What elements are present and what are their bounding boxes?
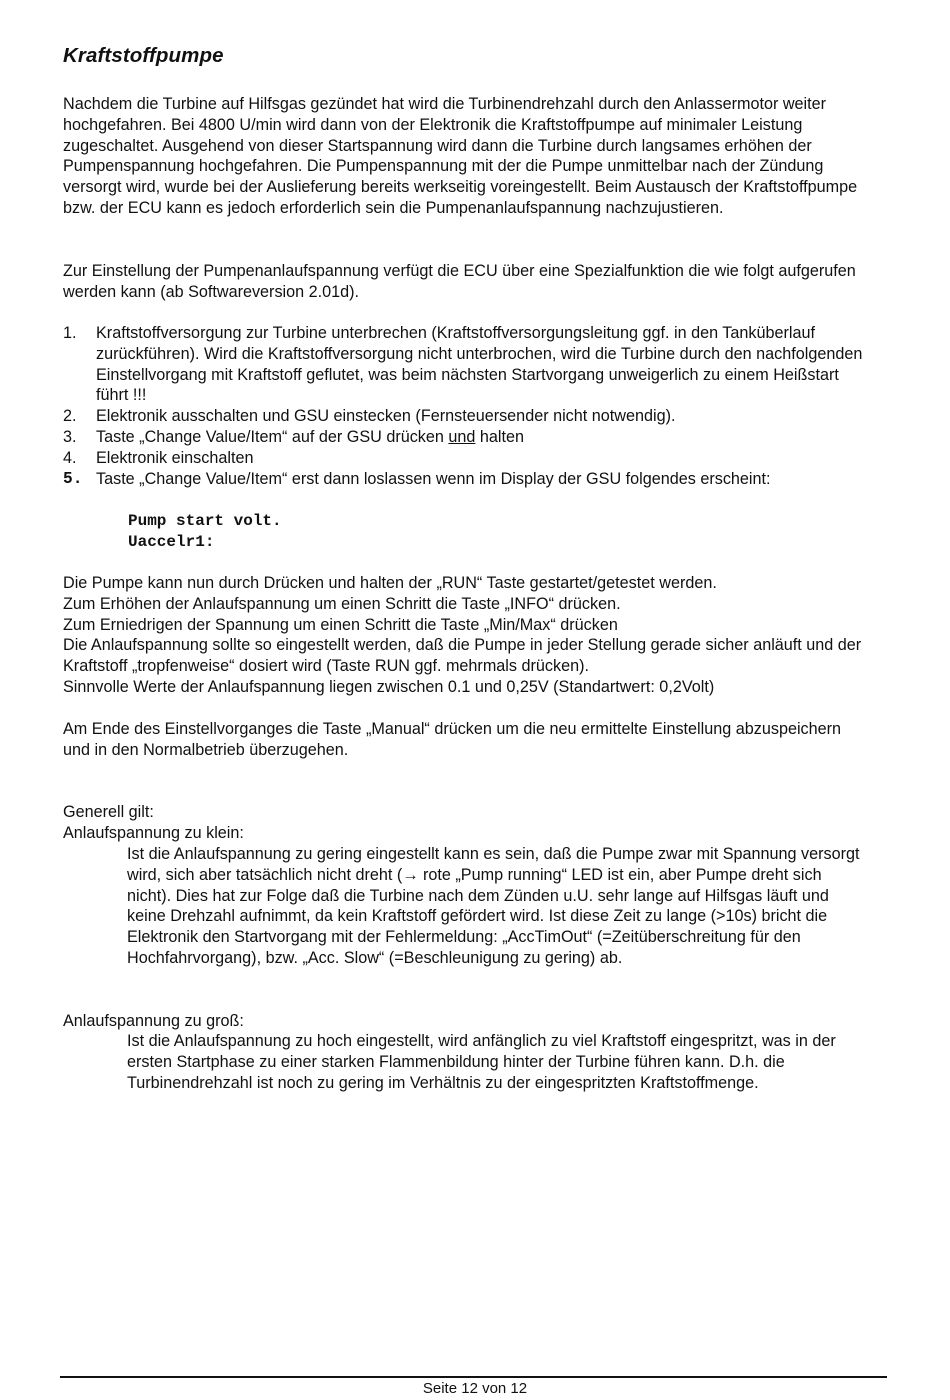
- page-footer: Seite 12 von 12: [422, 1380, 528, 1397]
- step-number: 4.: [63, 448, 77, 467]
- display-line: Pump start volt.: [128, 512, 282, 530]
- step-number: 3.: [63, 427, 77, 446]
- too-small-body: Ist die Anlaufspannung zu gering eingestellt kann es sein, daß die Pumpe zwar mit Spannung versorgt wird, sich aber tatsächlich nicht dreht (→ rote „Pump running“ LED ist ein, aber Pumpe dreht sich nicht). Dies hat zur Folge daß die Turbine nach dem Zünden u.U. sehr lange auf Hilfsgas läuft und keine Drehzahl aufnimmt, da kein Kraftstoff gefördert wird. Ist diese Zeit zu lange (>10s) bricht die Elektronik den Startvorgang mit der Fehlermeldung: „AccTimOut“ (=Zeitüberschreitung für den Hochfahrvorgang), bzw. „Acc. Slow“ (=Beschleunigung zu gering) ab.: [127, 845, 860, 967]
- step-text: Taste „Change Value/Item“ auf der GSU drücken und halten: [96, 427, 525, 446]
- step-text: Taste „Change Value/Item“ erst dann loslassen wenn im Display der GSU folgendes erscheint:: [96, 469, 771, 488]
- general-heading: Generell gilt:: [63, 803, 154, 821]
- step-text: Elektronik einschalten: [96, 448, 254, 467]
- closing-paragraph: Am Ende des Einstellvorganges die Taste „Manual“ drücken um die neu ermittelte Einstellung abzuspeichern und in den Normalbetrieb überzugehen.: [63, 720, 842, 759]
- list-item: [63, 469, 863, 490]
- step-number: 2.: [63, 407, 77, 426]
- step-text: Kraftstoffversorgung zur Turbine unterbrechen (Kraftstoffversorgungsleitung ggf. in den Tanküberlauf zurückführen). Wird die Kraftstoffversorgung nicht unterbrochen, wird die Turbine durch den nachfolgenden Einstellvorgang mit Kraftstoff geflutet, was beim nächsten Startvorgang unweigerlich zu einem Heißstart führt !!!: [96, 324, 863, 405]
- intro-paragraph: Nachdem die Turbine auf Hilfsgas gezündet hat wird die Turbinendrehzahl durch den Anlassermotor weiter hochgefahren. Bei 4800 U/min wird dann von der Elektronik die Kraftstoffpumpe auf minimaler Leistung zugeschaltet. Ausgehend von dieser Startspannung wird dann die Turbine durch langsames erhöhen der Pumpenspannung hochgefahren. Die Pumpenspannung mit der die Pumpe unmittelbar nach der Zündung versorgt wird, wurde bei der Auslieferung bereits werkseitig voreingestellt. Beim Austausch der Kraftstoffpumpe bzw. der ECU kann es jedoch erforderlich sein die Pumpenanlaufspannung nachzujustieren.: [63, 95, 858, 217]
- step-number: 5.: [63, 469, 83, 488]
- arrow-icon: →: [402, 865, 419, 884]
- page-title: Kraftstoffpumpe: [63, 44, 224, 67]
- list-item: [63, 427, 863, 448]
- display-line: Uaccelr1:: [128, 533, 215, 551]
- list-item: [63, 406, 863, 427]
- instruction-line: Zum Erniedrigen der Spannung um einen Schritt die Taste „Min/Max“ drücken: [63, 615, 618, 634]
- too-large-body: Ist die Anlaufspannung zu hoch eingestellt, wird anfänglich zu viel Kraftstoff eingespritzt, was in der ersten Startphase zu einer starken Flammenbildung hinter der Turbine führen kann. D.h. die Turbinendrehzahl ist noch zu gering im Verhältnis zu der eingespritzten Kraftstoffmenge.: [127, 1032, 836, 1092]
- setup-intro-paragraph: Zur Einstellung der Pumpenanlaufspannung verfügt die ECU über eine Spezialfunktion die wie folgt aufgerufen werden kann (ab Softwareversion 2.01d).: [63, 262, 856, 301]
- instruction-line: Sinnvolle Werte der Anlaufspannung liegen zwischen 0.1 und 0,25V (Standartwert: 0,2Volt): [63, 677, 715, 696]
- too-small-heading: Anlaufspannung zu klein:: [63, 824, 244, 842]
- too-large-heading: Anlaufspannung zu groß:: [63, 1012, 244, 1030]
- instructions-block: [63, 573, 863, 698]
- step-text: Elektronik ausschalten und GSU einstecken (Fernsteuersender nicht notwendig).: [96, 407, 676, 426]
- list-item: [63, 323, 863, 406]
- instruction-line: Zum Erhöhen der Anlaufspannung um einen Schritt die Taste „INFO“ drücken.: [63, 594, 621, 613]
- footer-divider: [60, 1376, 887, 1378]
- step-number: 1.: [63, 324, 77, 342]
- steps-list: [63, 323, 863, 489]
- instruction-line: Die Anlaufspannung sollte so eingestellt werden, daß die Pumpe in jeder Stellung gerade sicher anläuft und der Kraftstoff „tropfenweise“ dosiert wird (Taste RUN ggf. mehrmals drücken).: [63, 636, 862, 676]
- underlined-word: und: [448, 427, 476, 446]
- instruction-line: Die Pumpe kann nun durch Drücken und halten der „RUN“ Taste gestartet/getestet werden.: [63, 574, 717, 592]
- list-item: [63, 448, 863, 469]
- gsu-display-text: [128, 511, 282, 553]
